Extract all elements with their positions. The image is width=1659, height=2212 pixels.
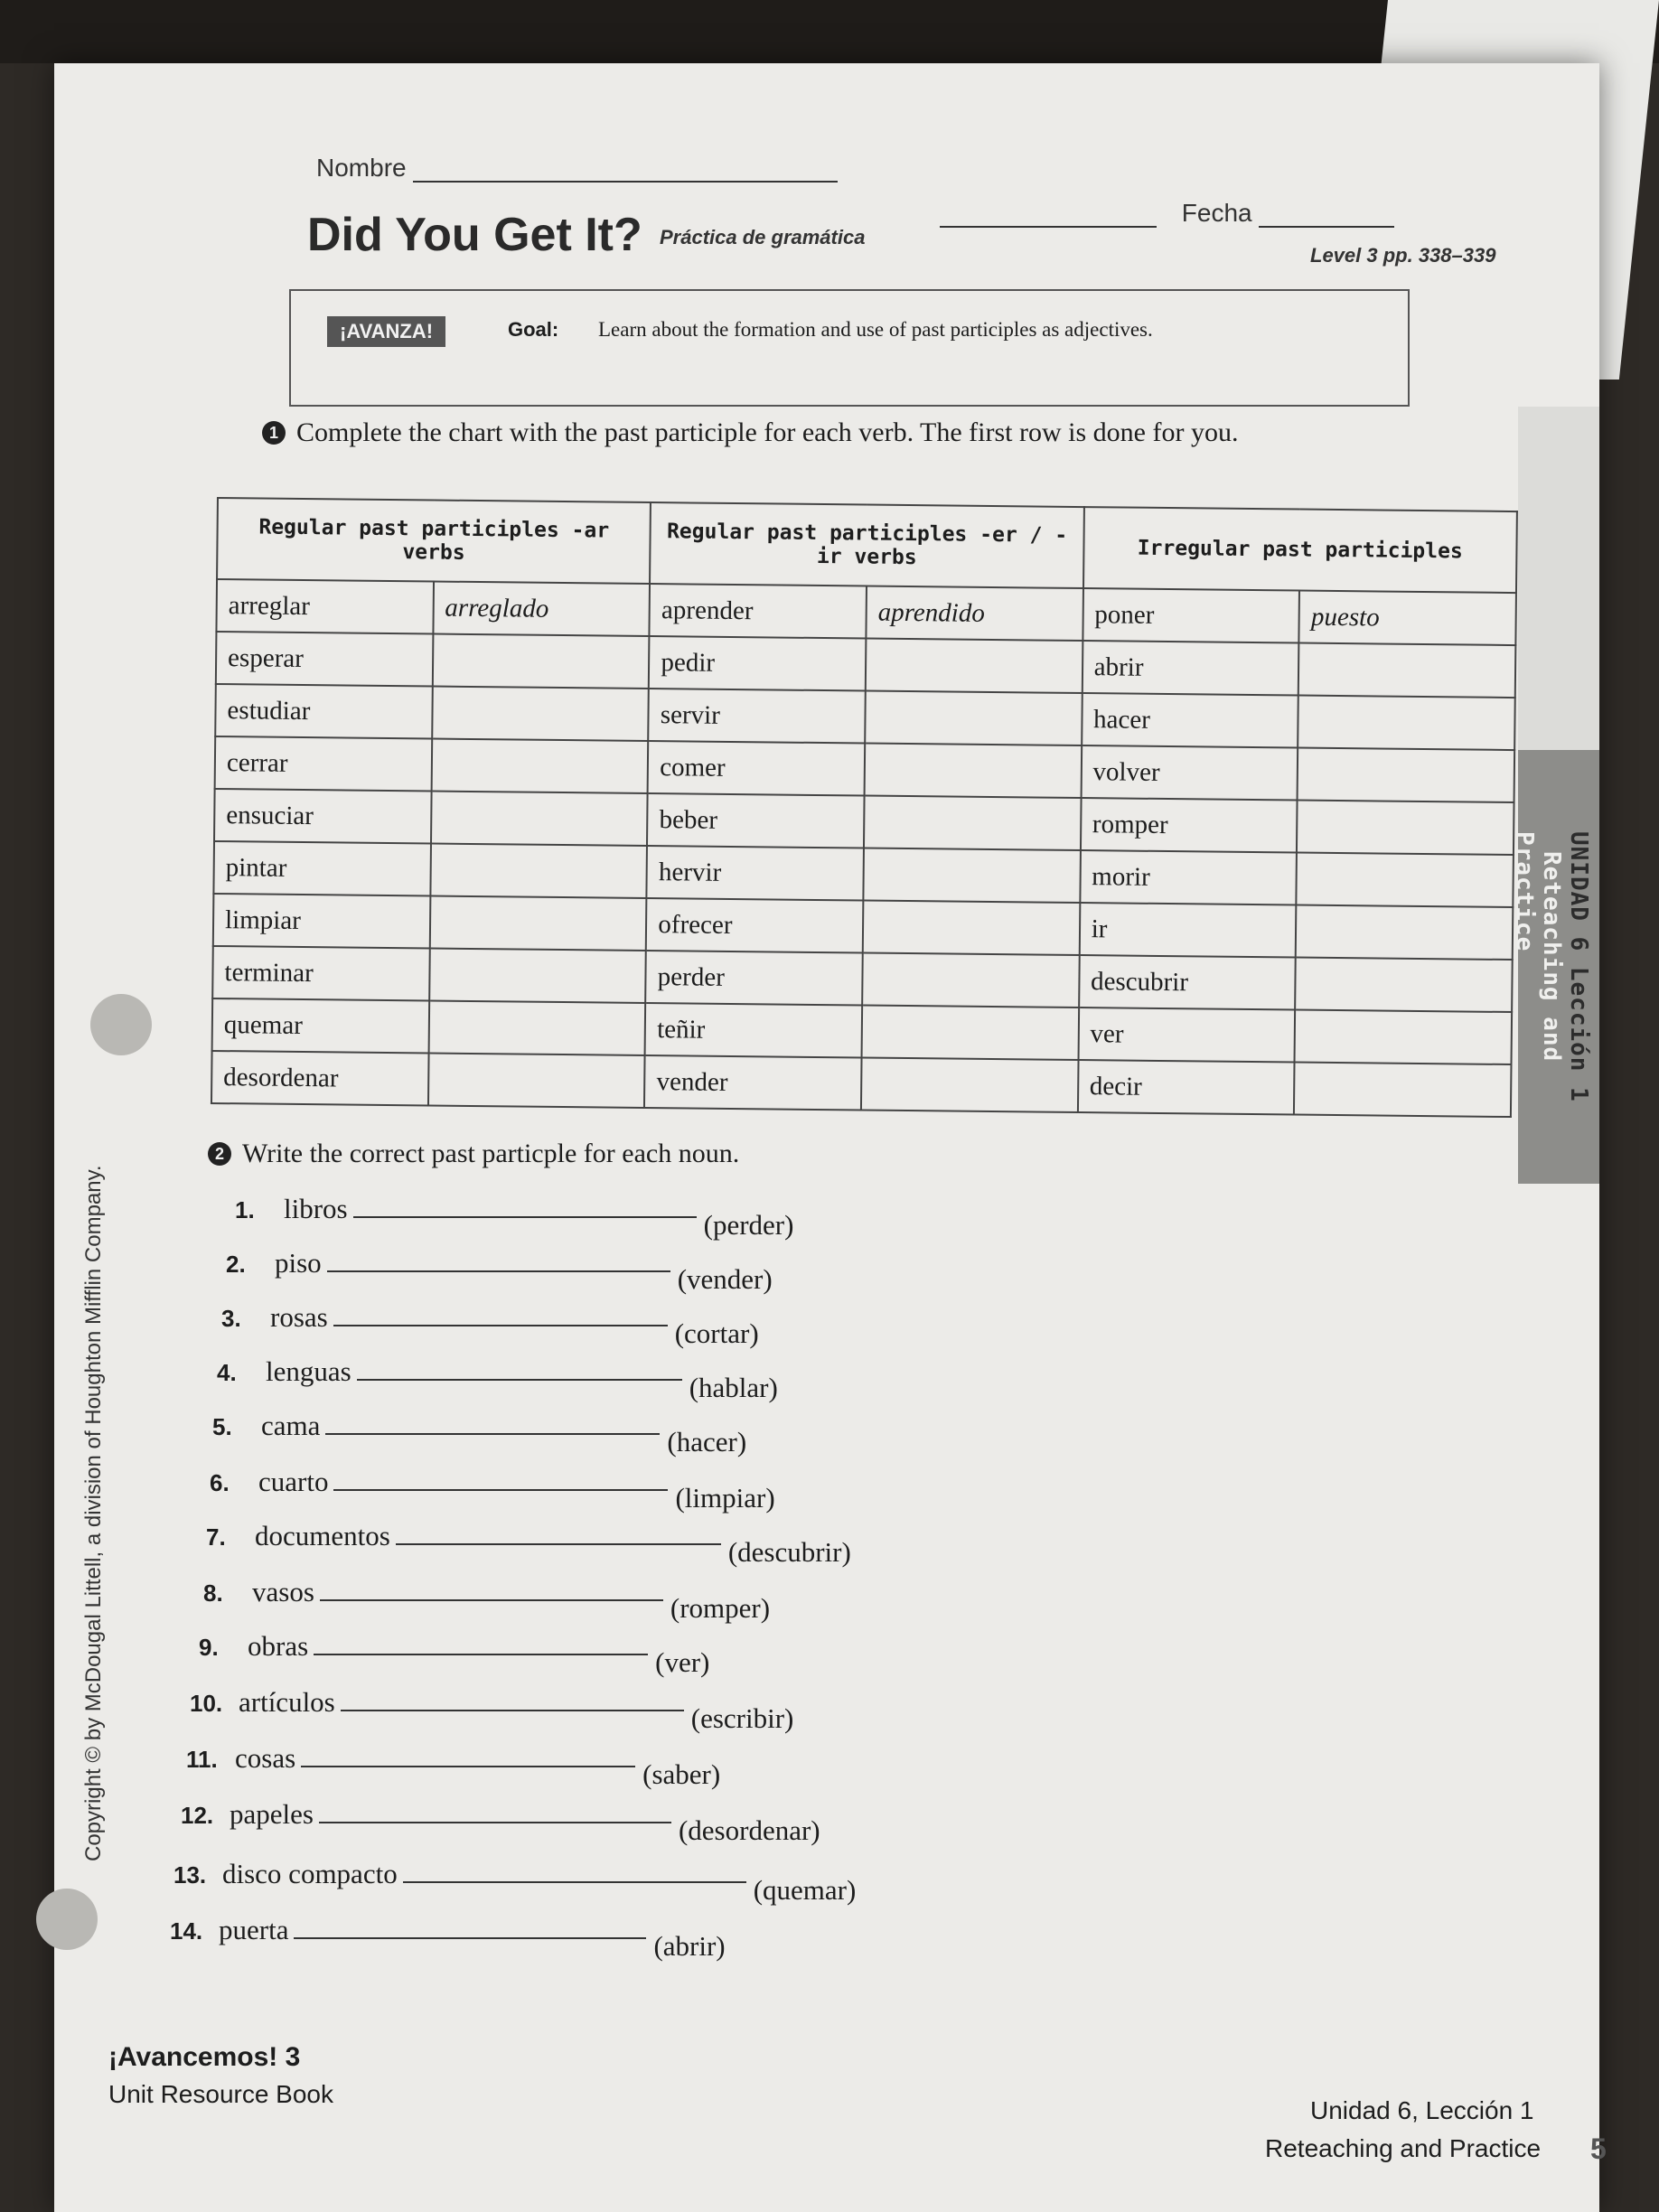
answer-blank[interactable]: [341, 1686, 684, 1711]
header-er-ir: Regular past participles -er / -ir verbs: [650, 502, 1083, 588]
verb-ar-cell: esperar: [216, 632, 433, 687]
footer-unit: Unidad 6, Lección 1: [1310, 2096, 1534, 2124]
verb-er-cell: beber: [647, 793, 864, 848]
answer-er-cell[interactable]: [863, 848, 1080, 904]
verb-ar-cell: pintar: [213, 841, 430, 896]
exercise2-item: [235, 1193, 794, 1241]
answer-irregular-cell[interactable]: [1298, 748, 1514, 803]
exercise2-item: [212, 1410, 747, 1457]
item-number: 13.: [173, 1861, 207, 1889]
answer-ar-cell[interactable]: arreglado: [433, 582, 650, 637]
footer-book-sub: Unit Resource Book: [108, 2080, 334, 2108]
verb-irregular-cell: hacer: [1082, 693, 1298, 748]
verb-hint: (abrir): [653, 1930, 726, 1962]
answer-er-cell[interactable]: [863, 901, 1080, 956]
header-irregular: Irregular past participles: [1083, 507, 1517, 593]
answer-irregular-cell[interactable]: [1298, 696, 1514, 751]
exercise2-number: 2: [208, 1142, 231, 1166]
answer-irregular-cell[interactable]: [1297, 801, 1514, 856]
verb-irregular-cell: morir: [1080, 850, 1297, 905]
item-number: 7.: [206, 1523, 226, 1551]
verb-er-cell: ofrecer: [646, 898, 863, 953]
footer-section: Reteaching and Practice: [1265, 2134, 1542, 2162]
answer-blank[interactable]: [294, 1914, 646, 1939]
date-blank-left[interactable]: [940, 226, 1157, 228]
item-number: 8.: [203, 1579, 223, 1607]
verb-irregular-cell: abrir: [1082, 641, 1298, 696]
verb-hint: (cortar): [674, 1317, 759, 1349]
chart-body: [211, 579, 1516, 1117]
item-number: 2.: [226, 1251, 246, 1278]
verb-hint: (limpiar): [675, 1482, 775, 1514]
item-number: 14.: [170, 1917, 203, 1945]
answer-er-cell[interactable]: [864, 796, 1081, 851]
verb-ar-cell: cerrar: [215, 736, 432, 792]
verb-er-cell: servir: [649, 689, 866, 744]
verb-irregular-cell: ir: [1079, 903, 1296, 958]
answer-er-cell[interactable]: [862, 1006, 1079, 1061]
verb-er-cell: vender: [644, 1055, 861, 1111]
verb-er-cell: perder: [645, 951, 862, 1006]
sidebar-lesson: UNIDAD 6 Lección 1: [1565, 831, 1592, 1102]
exercise2-item: [210, 1466, 775, 1514]
item-noun: artículos: [239, 1686, 335, 1718]
item-number: 10.: [190, 1690, 223, 1717]
exercise2-item: [221, 1301, 759, 1349]
verb-hint: (hacer): [667, 1426, 747, 1457]
answer-er-cell[interactable]: [865, 744, 1082, 799]
past-participle-chart: [211, 497, 1518, 1118]
verb-ar-cell: limpiar: [213, 894, 430, 949]
verb-irregular-cell: decir: [1078, 1060, 1295, 1115]
answer-irregular-cell[interactable]: [1295, 958, 1512, 1013]
verb-hint: (saber): [642, 1758, 721, 1790]
answer-ar-cell[interactable]: [429, 895, 646, 951]
answer-ar-cell[interactable]: [428, 1053, 645, 1108]
verb-irregular-cell: romper: [1081, 798, 1298, 853]
avanza-badge: ¡AVANZA!: [327, 316, 445, 347]
answer-blank[interactable]: [333, 1301, 668, 1326]
item-noun: puerta: [219, 1914, 289, 1945]
item-noun: libros: [284, 1193, 348, 1224]
item-noun: cama: [261, 1410, 321, 1441]
answer-irregular-cell[interactable]: [1294, 1063, 1511, 1118]
answer-ar-cell[interactable]: [429, 948, 646, 1003]
binder-hole-top: [90, 994, 152, 1055]
answer-irregular-cell[interactable]: [1296, 905, 1513, 961]
verb-ar-cell: arreglar: [216, 579, 433, 634]
answer-ar-cell[interactable]: [431, 792, 648, 847]
item-noun: disco compacto: [222, 1858, 398, 1889]
page-title: Did You Get It?: [307, 209, 642, 261]
verb-hint: (quemar): [753, 1874, 857, 1906]
answer-er-cell[interactable]: [861, 1058, 1078, 1113]
date-field[interactable]: [940, 199, 1394, 228]
exercise2-item: [199, 1630, 710, 1678]
answer-irregular-cell[interactable]: [1295, 1010, 1512, 1065]
copyright-notice: Copyright © by McDougal Littell, a division of Houghton Mifflin Company.: [81, 1165, 106, 1861]
verb-er-cell: hervir: [647, 846, 864, 901]
answer-ar-cell[interactable]: [428, 1000, 645, 1055]
answer-blank[interactable]: [333, 1466, 668, 1491]
answer-blank[interactable]: [319, 1798, 671, 1823]
item-number: 6.: [210, 1469, 230, 1496]
answer-blank[interactable]: [353, 1193, 697, 1218]
verb-hint: (romper): [670, 1592, 771, 1624]
answer-blank[interactable]: [325, 1410, 660, 1435]
sidebar-tab: [1511, 407, 1599, 1184]
verb-irregular-cell: poner: [1083, 588, 1299, 643]
answer-irregular-cell[interactable]: [1298, 643, 1515, 698]
answer-ar-cell[interactable]: [431, 739, 648, 794]
item-number: 11.: [186, 1746, 218, 1773]
item-number: 1.: [235, 1196, 255, 1223]
answer-er-cell[interactable]: [866, 639, 1083, 694]
sidebar-text: [1511, 831, 1592, 1184]
answer-ar-cell[interactable]: [432, 687, 649, 742]
name-blank[interactable]: [413, 181, 838, 183]
verb-hint: (perder): [703, 1209, 794, 1241]
verb-ar-cell: estudiar: [215, 684, 432, 739]
header-ar: Regular past participles -ar verbs: [217, 498, 651, 584]
answer-blank[interactable]: [301, 1742, 635, 1767]
answer-er-cell[interactable]: aprendido: [866, 586, 1083, 642]
verb-hint: (vender): [677, 1263, 773, 1295]
level-reference: Level 3 pp. 338–339: [1310, 244, 1496, 267]
verb-ar-cell: terminar: [212, 946, 429, 1001]
verb-hint: (escribir): [690, 1702, 794, 1734]
answer-blank[interactable]: [357, 1355, 682, 1381]
verb-er-cell: teñir: [645, 1003, 862, 1058]
item-noun: piso: [275, 1247, 322, 1279]
answer-blank[interactable]: [327, 1247, 670, 1272]
answer-blank[interactable]: [403, 1858, 746, 1883]
item-noun: lenguas: [266, 1355, 351, 1387]
answer-er-cell[interactable]: [862, 953, 1079, 1008]
exercise2-item: [181, 1798, 820, 1846]
verb-hint: (descubrir): [727, 1536, 851, 1568]
exercise2-item: [170, 1914, 726, 1962]
name-label: Nombre: [316, 154, 407, 182]
exercise2-item: [173, 1858, 857, 1906]
verb-irregular-cell: volver: [1081, 745, 1298, 801]
goal-text: Learn about the formation and use of past participles as adjectives.: [598, 318, 1153, 341]
worksheet-page: [54, 63, 1607, 2212]
item-noun: papeles: [230, 1798, 314, 1830]
answer-irregular-cell[interactable]: puesto: [1299, 591, 1516, 646]
exercise2-item: [186, 1742, 721, 1790]
exercise2-item: [217, 1355, 778, 1403]
answer-ar-cell[interactable]: [430, 843, 647, 898]
answer-irregular-cell[interactable]: [1297, 853, 1514, 908]
verb-er-cell: pedir: [649, 636, 866, 691]
verb-ar-cell: desordenar: [211, 1051, 428, 1106]
page-subtitle: Práctica de gramática: [660, 226, 866, 248]
date-label: Fecha: [1181, 199, 1252, 227]
verb-ar-cell: ensuciar: [214, 789, 431, 844]
goal-box: [289, 289, 1410, 407]
exercise2-instruction: [208, 1139, 739, 1169]
item-noun: documentos: [255, 1520, 390, 1551]
verb-hint: (hablar): [689, 1372, 778, 1403]
exercise2-text: Write the correct past particple for each noun.: [242, 1139, 740, 1168]
name-field[interactable]: [316, 154, 838, 183]
answer-blank[interactable]: [320, 1576, 663, 1601]
item-number: 4.: [217, 1359, 237, 1386]
answer-blank[interactable]: [314, 1630, 648, 1655]
item-noun: vasos: [252, 1576, 314, 1607]
exercise2-item: [203, 1576, 771, 1624]
answer-blank[interactable]: [396, 1520, 721, 1545]
verb-ar-cell: quemar: [212, 998, 429, 1054]
exercise1-number: 1: [262, 421, 286, 445]
footer-book-title: ¡Avancemos! 3: [108, 2042, 301, 2072]
verb-irregular-cell: ver: [1078, 1008, 1295, 1063]
verb-er-cell: comer: [648, 741, 865, 796]
verb-er-cell: aprender: [650, 584, 867, 639]
item-number: 12.: [181, 1802, 214, 1829]
exercise1-text: Complete the chart with the past participle for each verb. The first row is done for you.: [296, 417, 1239, 447]
item-noun: rosas: [270, 1301, 328, 1333]
item-number: 9.: [199, 1634, 219, 1661]
goal-label: Goal:: [508, 318, 559, 341]
item-noun: obras: [248, 1630, 309, 1662]
answer-ar-cell[interactable]: [432, 634, 649, 689]
item-number: 5.: [212, 1413, 232, 1440]
exercise2-item: [226, 1247, 773, 1295]
date-blank[interactable]: [1259, 226, 1394, 228]
item-noun: cosas: [235, 1742, 296, 1774]
verb-hint: (desordenar): [678, 1814, 820, 1846]
item-number: 3.: [221, 1305, 241, 1332]
chart-header-row: [217, 498, 1517, 593]
verb-hint: (ver): [655, 1646, 710, 1678]
exercise1-instruction: [262, 417, 1392, 448]
exercise2-item: [190, 1686, 794, 1734]
verb-irregular-cell: descubrir: [1079, 955, 1296, 1010]
answer-er-cell[interactable]: [865, 691, 1082, 746]
page-number: 5: [1590, 2132, 1607, 2165]
binder-hole-bottom: [36, 1889, 98, 1950]
item-noun: cuarto: [258, 1466, 329, 1497]
sidebar-section: Reteaching and Practice: [1511, 831, 1565, 1063]
exercise2-item: [206, 1520, 851, 1568]
